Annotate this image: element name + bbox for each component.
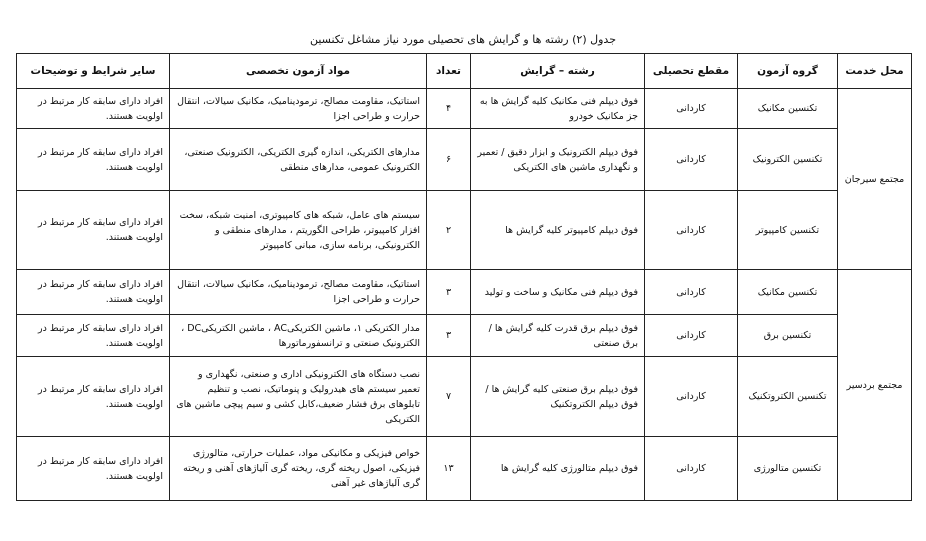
- level-cell: کاردانی: [645, 357, 738, 437]
- subjects-cell: خواص فیزیکی و مکانیکی مواد، عملیات حرارتی، متالورژی فیزیکی، اصول ریخته گری، ریخته گری آلیاژهای آهنی و ریخته گری آلیاژهای غیر آهنی: [170, 437, 427, 501]
- count-cell: ۱۳: [427, 437, 471, 501]
- header-group: گروه آزمون: [738, 54, 838, 89]
- requirements-table: [16, 53, 912, 501]
- header-subjects: مواد آزمون تخصصی: [170, 54, 427, 89]
- subjects-cell: نصب دستگاه های الکترونیکی اداری و صنعتی، نگهداری و تعمیر سیستم های هیدرولیک و پنوماتیک، نصب و تنظیم تابلوهای برق فشار ضعیف،کابل کشی و سیم پیچی ماشین های الکتریکی: [170, 357, 427, 437]
- table-row: [17, 129, 912, 191]
- table-row: [17, 270, 912, 315]
- field-cell: فوق دیپلم برق قدرت کلیه گرایش ها / برق صنعتی: [471, 315, 645, 357]
- subjects-cell: مدارهای الکتریکی، اندازه گیری الکتریکی، الکترونیک صنعتی، الکترونیک عمومی، مدارهای منطقی: [170, 129, 427, 191]
- level-cell: کاردانی: [645, 437, 738, 501]
- field-cell: فوق دیپلم فنی مکانیک و ساخت و تولید: [471, 270, 645, 315]
- level-cell: کاردانی: [645, 270, 738, 315]
- table-row: [17, 191, 912, 270]
- notes-cell: افراد دارای سابقه کار مرتبط در اولویت هستند.: [17, 129, 170, 191]
- header-level: مقطع تحصیلی: [645, 54, 738, 89]
- group-cell: تکنسین مکانیک: [738, 270, 838, 315]
- table-row: [17, 357, 912, 437]
- header-count: تعداد: [427, 54, 471, 89]
- group-cell: تکنسین متالورژی: [738, 437, 838, 501]
- header-row: [17, 54, 912, 89]
- place-cell: مجتمع بردسیر: [838, 270, 912, 501]
- count-cell: ۷: [427, 357, 471, 437]
- field-cell: فوق دیپلم متالورژی کلیه گرایش ها: [471, 437, 645, 501]
- level-cell: کاردانی: [645, 89, 738, 129]
- field-cell: فوق دیپلم برق صنعتی کلیه گرایش ها / فوق دیپلم الکتروتکنیک: [471, 357, 645, 437]
- group-cell: تکنسین الکترونیک: [738, 129, 838, 191]
- group-cell: تکنسین کامپیوتر: [738, 191, 838, 270]
- field-cell: فوق دیپلم الکترونیک و ابزار دقیق / تعمیر و نگهداری ماشین های الکتریکی: [471, 129, 645, 191]
- notes-cell: افراد دارای سابقه کار مرتبط در اولویت هستند.: [17, 357, 170, 437]
- notes-cell: افراد دارای سابقه کار مرتبط در اولویت هستند.: [17, 89, 170, 129]
- header-notes: سایر شرایط و توضیحات: [17, 54, 170, 89]
- table-row: [17, 315, 912, 357]
- subjects-cell: استاتیک، مقاومت مصالح، ترمودینامیک، مکانیک سیالات، انتقال حرارت و طراحی اجزا: [170, 270, 427, 315]
- header-field: رشته – گرایش: [471, 54, 645, 89]
- group-cell: تکنسین الکتروتکنیک: [738, 357, 838, 437]
- count-cell: ۳: [427, 315, 471, 357]
- level-cell: کاردانی: [645, 315, 738, 357]
- field-cell: فوق دیپلم کامپیوتر کلیه گرایش ها: [471, 191, 645, 270]
- level-cell: کاردانی: [645, 191, 738, 270]
- field-cell: فوق دیپلم فنی مکانیک کلیه گرایش ها به جز مکانیک خودرو: [471, 89, 645, 129]
- group-cell: تکنسین مکانیک: [738, 89, 838, 129]
- header-place: محل خدمت: [838, 54, 912, 89]
- subjects-cell: استاتیک، مقاومت مصالح، ترمودینامیک، مکانیک سیالات، انتقال حرارت و طراحی اجزا: [170, 89, 427, 129]
- notes-cell: افراد دارای سابقه کار مرتبط در اولویت هستند.: [17, 315, 170, 357]
- notes-cell: افراد دارای سابقه کار مرتبط در اولویت هستند.: [17, 270, 170, 315]
- table-caption: جدول (۲) رشته ها و گرایش های تحصیلی مورد نیاز مشاغل تکنسین: [309, 33, 617, 46]
- table-row: [17, 437, 912, 501]
- notes-cell: افراد دارای سابقه کار مرتبط در اولویت هستند.: [17, 437, 170, 501]
- level-cell: کاردانی: [645, 129, 738, 191]
- count-cell: ۴: [427, 89, 471, 129]
- count-cell: ۲: [427, 191, 471, 270]
- count-cell: ۶: [427, 129, 471, 191]
- place-cell: مجتمع سیرجان: [838, 89, 912, 270]
- group-cell: تکنسین برق: [738, 315, 838, 357]
- subjects-cell: سیستم های عامل، شبکه های کامپیوتری، امنیت شبکه، سخت افزار کامپیوتر، طراحی الگوریتم ، مدارهای منطقی و الکترونیکی، برنامه سازی، مبانی کامپیوتر: [170, 191, 427, 270]
- notes-cell: افراد دارای سابقه کار مرتبط در اولویت هستند.: [17, 191, 170, 270]
- count-cell: ۳: [427, 270, 471, 315]
- table-row: [17, 89, 912, 129]
- subjects-cell: مدار الکتریکی ۱، ماشین الکتریکیAC ، ماشین الکتریکیDC ، الکترونیک صنعتی و ترانسفورماتورها: [170, 315, 427, 357]
